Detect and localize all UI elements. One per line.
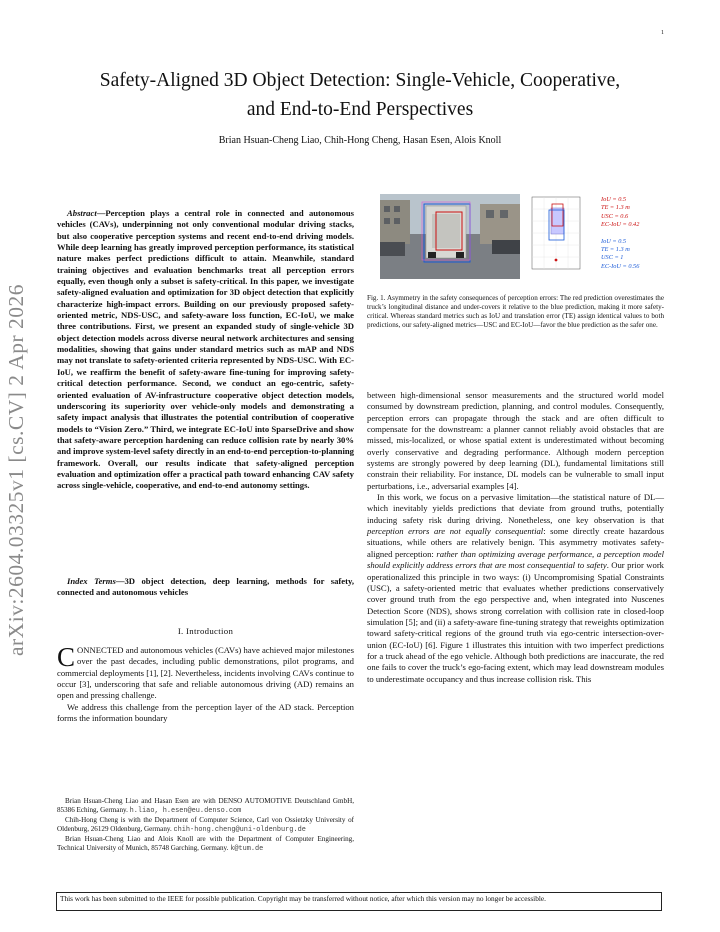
intro-paragraph-1: ONNECTED and autonomous vehicles (CAVs) have achieved major milestones over the past decades, including public demonstrations, pilot programs, and commercial deployments [1], [2]. Nevertheless, incidents involving CAVs continue to occur [3], underscoring that safe and reliable autonomous driving (AD) remains an open and pressing challenge. [57,645,354,701]
ego-vehicle-marker [555,259,558,262]
index-terms [57,576,354,599]
red-metric-usc: USC = 0.6 [601,212,629,220]
red-prediction-metrics [601,196,663,230]
figure-metric-legend [601,196,663,271]
right-p2-part-a: In this work, we focus on a pervasive limitation—the statistical nature of DL—which inevitably yields predictions that deviate from ground truths, potentially inducing safety risk during driving. Nonetheless, one key observation is that [367,492,664,525]
right-p2-emphasis-1: perception errors are not equally consequential [367,526,544,537]
title-line-2: and End-to-End Perspectives [246,99,474,120]
right-paragraph-1: between high-dimensional sensor measurements and the structured world model consumed by downstream prediction, planning, and control modules. Consequently, perception errors can propagate through the stack and are often difficult to compensate for the downstream: a planner cannot reliably avoid obstacles that are missed, mis-localized, or whose spatial extent is underestimated without becoming overly conservative and degrading performance. Although modern perception systems are strongly powered by deep learning (DL), fundamental limitations still constrain their reliability. For instance, DL models can be vulnerable to small input perturbations, i.e., adversarial examples [4]. [367,390,664,491]
right-column-body [367,390,664,685]
arxiv-watermark: arXiv:2604.03325v1 [cs.CV] 2 Apr 2026 [4,283,28,657]
footnote-2-email: chih-hong.cheng@uni-oldenburg.de [173,826,306,834]
intro-paragraph-2: We address this challenge from the perception layer of the AD stack. Perception forms the information boundary [57,701,354,724]
figure-caption: Fig. 1. Asymmetry in the safety consequences of perception errors: The red prediction overestimates the truck’s longitudinal distance and under-covers it relative to the blue prediction, making it more safety-critical. Whereas standard metrics such as IoU and translation error (TE) assign identical values to both predictions, our safety-aligned metrics—USC and EC-IoU—favor the blue prediction as the safer one. [367,294,664,330]
affiliation-footnotes [57,797,354,854]
index-terms-text: —3D object detection, deep learning, methods for safety, connected and autonomous vehicles [57,576,354,598]
page-number: 1 [661,30,664,36]
red-metric-te: TE = 1.3 m [601,204,630,212]
abstract [57,208,354,492]
author-list: Brian Hsuan-Cheng Liao, Chih-Hong Cheng, Hasan Esen, Alois Knoll [218,135,502,146]
blue-metric-usc: USC = 1 [601,254,624,262]
blue-prediction-metrics [601,238,663,272]
street-scene-illustration [380,194,520,279]
section-heading-introduction: I. Introduction [177,626,234,636]
blue-metric-te: TE = 1.3 m [601,246,630,254]
figure-camera-image [380,194,520,279]
abstract-label: Abstract [67,208,97,218]
abstract-text: —Perception plays a central role in connected and autonomous vehicles (CAVs), underpinning not only conventional modular driving stacks, but also cooperative perception systems and recent end-to-end driving models. While deep learning has greatly improved perception performance, its statistical nature makes perfect predictions difficult to attain. Meanwhile, standard training objectives and evaluation benchmarks treat all perception errors equally, even though only a subset is safety-critical. In this paper, we investigate safety-aligned evaluation and optimization for 3D object detection that explicitly characterize high-impact errors. Building on our previously proposed safety-oriented metric, NDS-USC, and safety-aware loss function, EC-IoU, we make three contributions. First, we present an expanded study of single-vehicle 3D object detection models across diverse neural network architectures and sensing modalities, showing that gains under standard metrics such as mAP and NDS may not translate to safety-oriented criteria represented by NDS-USC. With EC-IoU, we reaffirm the benefit of safety-aware fine-tuning for improving safety-critical detection performance. Second, we conduct an ego-centric, safety-oriented evaluation of AV-infrastructure cooperative object detection models, underscoring its superiority over vehicle-only models and demonstrating a safety impact analysis that illustrates the potential contribution of cooperative models to “Vision Zero.” Third, we integrate EC-IoU into SparseDrive and show that safety-aware perception hardening can reduce collision rate by nearly 30% and improve system-level safety directly in an end-to-end perception-to-planning framework. Overall, our results indicate that safety-aligned perception evaluation and optimization offer a practical path toward enhancing CAV safety across single-vehicle, cooperative, and end-to-end autonomy settings. [57,208,354,491]
right-p2-part-b: : some directly create hazardous situations, while others are relatively benign. This asymmetry motivates safety-aligned perception: [367,526,664,559]
right-p2-emphasis-2: rather than optimizing average performance, a perception model should explicitly address errors that are most consequential to safety [367,548,665,571]
footnote-3-email: k@tum.de [230,845,264,853]
copyright-notice: This work has been submitted to the IEEE for possible publication. Copyright may be transferred without notice, after which this version may no longer be accessible. [56,892,662,911]
red-metric-eciou: EC-IoU = 0.42 [601,221,640,229]
right-p2-part-c: . Our prior work operationalized this principle in two ways: (i) Uncompromising Spatial Constraints (USC), a safety-oriented metric that evaluates whether predictions conservatively cover ground truth from the ego perspective and, when integrated into Nuscenes Detection Score (NDS), shows strong correlation with collision rate in closed-loop simulation [5]; and (ii) a safety-aware fine-tuning strategy that reweights optimization toward safety-critical regions of the ground truth via ego-centric intersection-over-union (EC-IoU) [6]. Figure 1 illustrates this intuition with two imperfect predictions for a truck ahead of the ego vehicle. Although both predictions are inaccurate, the red one fails to cover the truck’s ego-facing extent, which may lead downstream modules to underestimate occupancy and thus increase collision risk. This [367,560,664,684]
footnote-2: Chih-Hong Cheng is with the Department of Computer Science, Carl von Ossietzky University of Oldenburg, 26129 Oldenburg, Germany. [57,816,354,833]
index-terms-label: Index Terms [67,576,116,586]
figure-bev-plot [524,194,582,279]
right-paragraph-2 [367,492,664,685]
footnote-3: Brian Hsuan-Cheng Liao and Alois Knoll are with the Department of Computer Engineering, Technical University of Munich, 85748 Garching, Germany. [57,835,354,852]
footnote-1-email: h.liao, h.esen@eu.denso.com [129,807,242,815]
blue-metric-iou: IoU = 0.5 [601,237,627,245]
title-line-1: Safety-Aligned 3D Object Detection: Single-Vehicle, Cooperative, [99,70,621,91]
drop-cap: C [57,642,76,672]
footnote-1: Brian Hsuan-Cheng Liao and Hasan Esen are with DENSO AUTOMOTIVE Deutschland GmbH, 85386 Eching, Germany. [57,797,354,814]
birds-eye-view-plot [524,194,582,279]
red-metric-iou: IoU = 0.5 [601,196,627,203]
introduction-body [57,642,354,724]
paper-title [60,66,660,124]
blue-metric-eciou: EC-IoU = 0.56 [601,262,640,270]
